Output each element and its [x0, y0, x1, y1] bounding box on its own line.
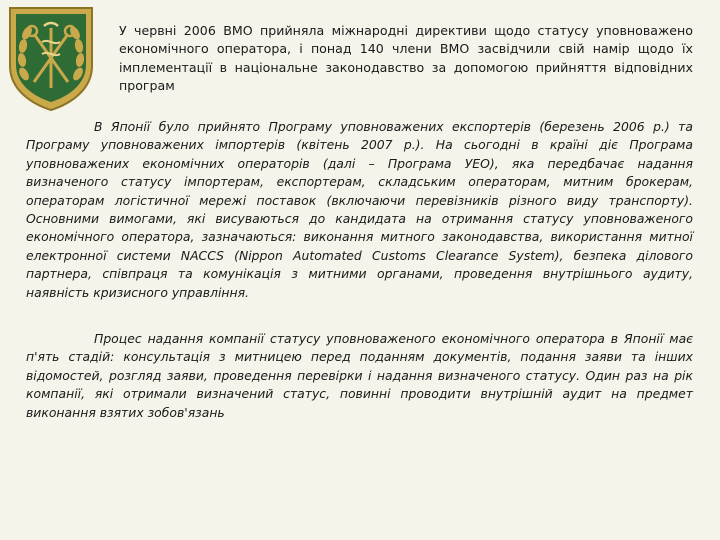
paragraph-process-stages: Процес надання компанії статусу уповноваженого економічного оператора в Японії має п'ять стадій: консультація з митницею перед поданням документів, подання заяви та інших відомостей, розгляд заяви, проведення перевірки і надання визначеного статусу. Один раз на рік компанії, які отримали визначений статус, повинні проводити внутрішній аудит на предмет виконання взятих зобов'язань — [26, 331, 693, 420]
customs-emblem-icon — [4, 4, 98, 112]
intro-text: У червні 2006 ВМО прийняла міжнародні директиви щодо статусу уповноважено економічного оператора, і понад 140 члени ВМО засвідчили свій намір щодо їх імплементації в національне законодавство за допомогою прийняття відповідних програм — [119, 23, 693, 94]
paragraph-japan-programs: В Японії було прийнято Програму уповноважених експортерів (березень 2006 р.) та Програму уповноважених імпортерів (квітень 2007 р.). На сьогодні в країні діє Програма уповноважених економічних операторів (далі – Програма УЕО), яка передбачає надання визначеного статусу імпортерам, експортерам, складським операторам, митним брокерам, операторам логістичної мережі поставок (включаючи перевізників різного виду транспорту). Основними вимогами, які висуваються до кандидата на отримання статусу уповноваженого економічного оператора, зазначаються: виконання митного законодавства, використання митної електронної системи NACCS (Nippon Automated Customs Clearance System), безпека ділового партнера, співпраця та комунікація з митними органами, проведення внутрішнього аудиту, наявність кризисного управління. — [26, 119, 693, 300]
